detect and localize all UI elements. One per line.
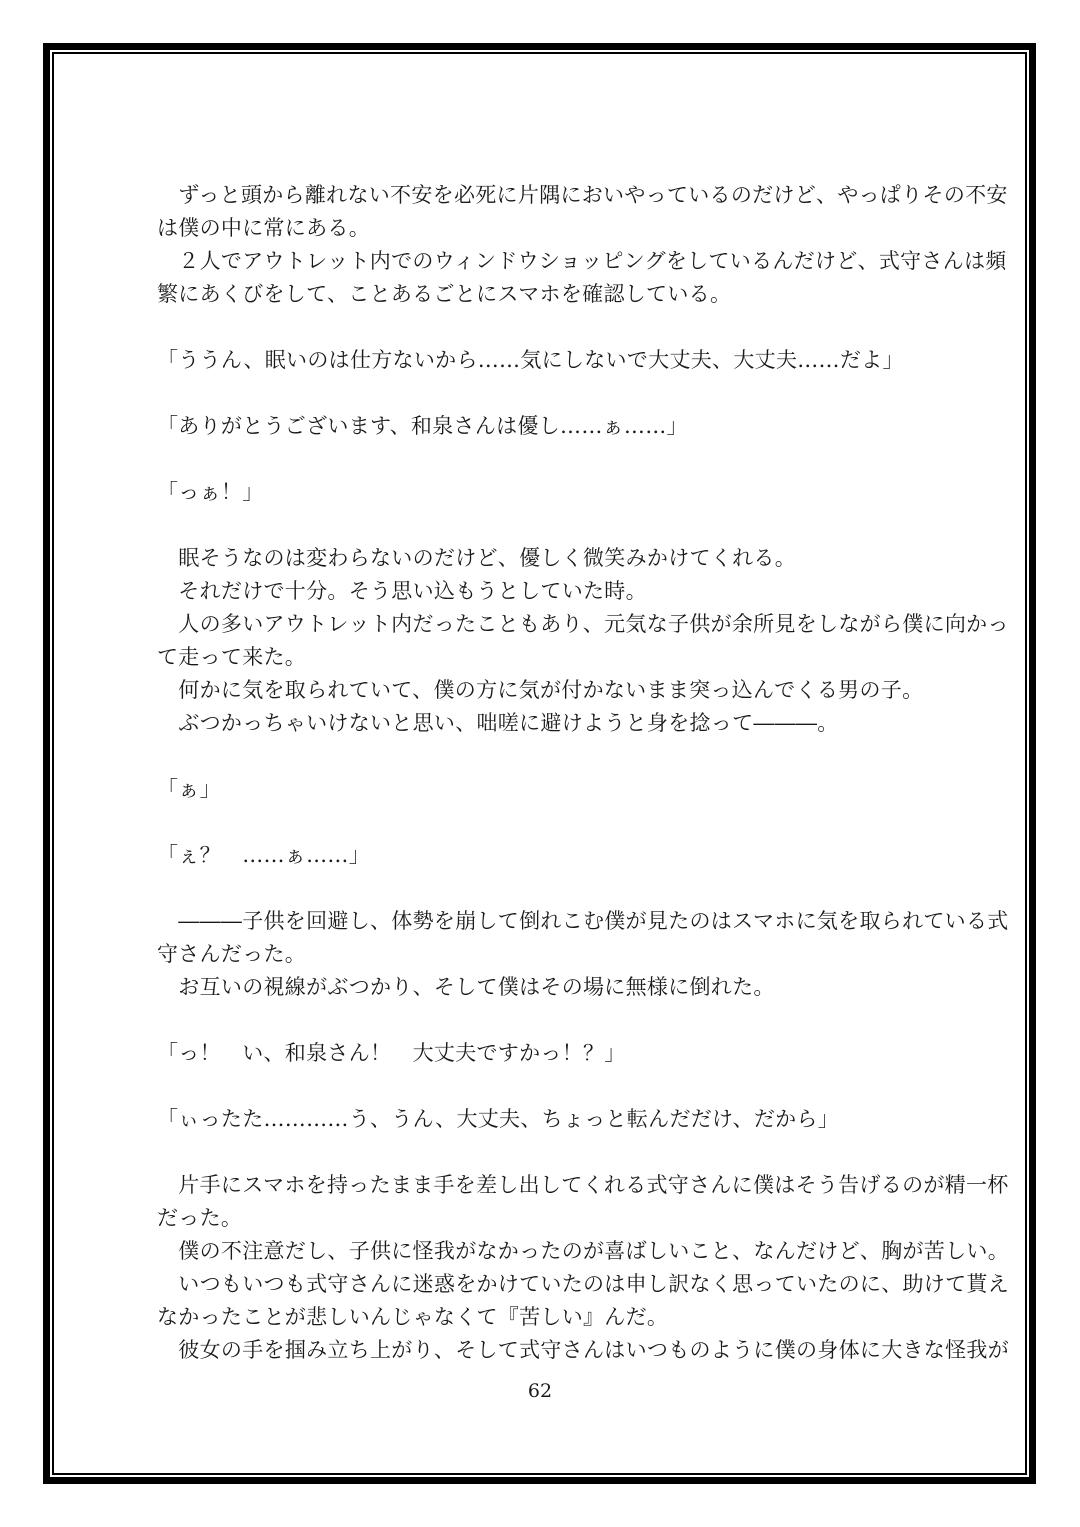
text-line: だった。: [157, 1206, 243, 1230]
text-line: は僕の中に常にある。: [157, 216, 370, 240]
blank-line: [157, 377, 937, 410]
blank-line: [157, 806, 937, 839]
text-line: 「ありがとうございます、和泉さんは優し……ぁ……」: [157, 414, 688, 438]
text-line: 「ぇ？ ……ぁ……」: [157, 843, 370, 867]
text-line: 「っぁ！」: [157, 480, 264, 504]
text-line: 彼女の手を掴み立ち上がり、そして式守さんはいつものように僕の身体に大きな怪我が: [157, 1338, 1009, 1362]
text-line: いつもいつも式守さんに迷惑をかけていたのは申し訳なく思っていたのに、助けて貰え: [157, 1272, 1009, 1296]
text-line: 「ううん、眠いのは仕方ないから……気にしないで大丈夫、大丈夫……だよ」: [157, 348, 904, 372]
blank-line: [157, 1136, 937, 1169]
text-line: 守さんだった。: [157, 942, 307, 966]
text-line: 繁にあくびをして、ことあるごとにスマホを確認している。: [157, 282, 732, 306]
text-line: ２人でアウトレット内でのウィンドウショッピングをしているんだけど、式守さんは頻: [157, 249, 1007, 273]
blank-line: [157, 740, 937, 773]
text-line: ぶつかっちゃいけないと思い、咄嗟に避けようと身を捻って―――。: [157, 711, 839, 735]
text-line: 「ぁ」: [157, 777, 221, 801]
text-line: 「っ！ い、和泉さん！ 大丈夫ですかっ！？」: [157, 1041, 626, 1065]
blank-line: [157, 509, 937, 542]
page-number: 62: [527, 1380, 553, 1402]
text-line: お互いの視線がぶつかり、そして僕はその場に無様に倒れた。: [157, 975, 775, 999]
text-line: 何かに気を取られていて、僕の方に気が付かないまま突っ込んでくる男の子。: [157, 678, 924, 702]
blank-line: [157, 443, 937, 476]
text-line: 人の多いアウトレット内だったこともあり、元気な子供が余所見をしながら僕に向かっ: [157, 612, 1009, 636]
blank-line: [157, 311, 937, 344]
text-line: ―――子供を回避し、体勢を崩して倒れこむ僕が見たのはスマホに気を取られている式: [157, 909, 1009, 933]
text-line: て走って来た。: [157, 645, 307, 669]
text-line: それだけで十分。そう思い込もうとしていた時。: [157, 579, 647, 603]
body-text: [157, 179, 1009, 1367]
blank-line: [157, 872, 937, 905]
text-line: 「ぃったた…………う、うん、大丈夫、ちょっと転んだだけ、だから」: [157, 1107, 840, 1131]
text-line: 片手にスマホを持ったまま手を差し出してくれる式守さんに僕はそう告げるのが精一杯: [157, 1173, 1009, 1197]
text-line: ずっと頭から離れない不安を必死に片隅においやっているのだけど、やっぱりその不安: [157, 183, 1008, 207]
blank-line: [157, 1004, 937, 1037]
text-line: 眠そうなのは変わらないのだけど、優しく微笑みかけてくれる。: [157, 546, 796, 570]
text-line: 僕の不注意だし、子供に怪我がなかったのが喜ばしいこと、なんだけど、胸が苦しい。: [157, 1239, 1009, 1263]
text-line: なかったことが悲しいんじゃなくて『苦しい』んだ。: [157, 1305, 669, 1329]
blank-line: [157, 1070, 937, 1103]
